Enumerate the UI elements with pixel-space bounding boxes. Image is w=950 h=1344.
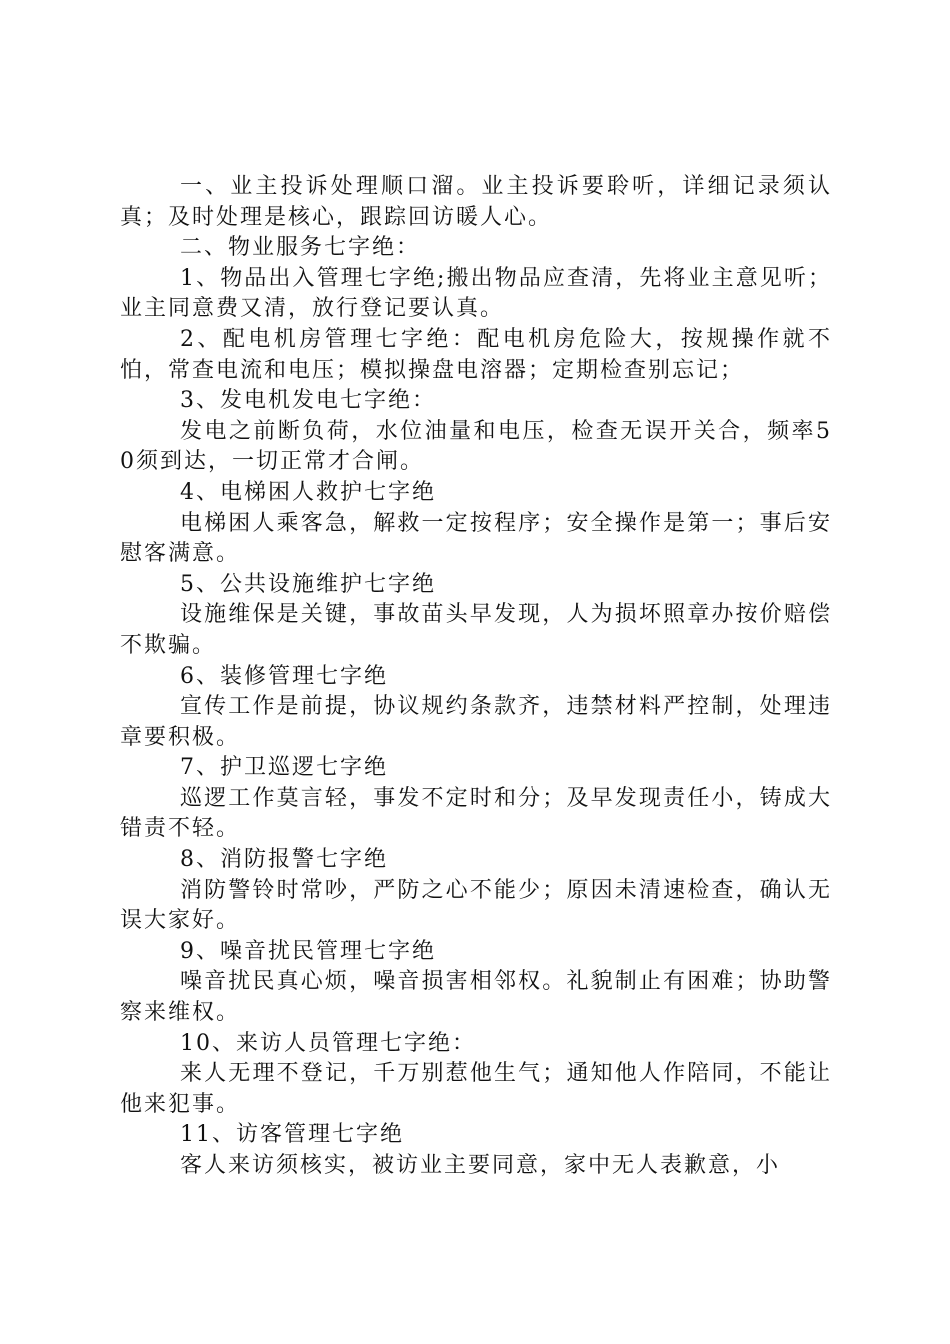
paragraph-item-5-body: 设施维保是关键，事故苗头早发现，人为损坏照章办按价赔偿不欺骗。 <box>120 602 832 658</box>
paragraph-item-7-heading: 7、护卫巡逻七字绝 <box>180 755 388 781</box>
paragraph-item-4-heading: 4、电梯困人救护七字绝 <box>180 479 436 505</box>
paragraph-item-8-heading: 8、消防报警七字绝 <box>180 847 388 873</box>
paragraph-item-9-body: 噪音扰民真心烦，噪音损害相邻权。礼貌制止有困难；协助警察来维权。 <box>120 969 832 1026</box>
paragraph-item-3-heading: 3、发电机发电七字绝： <box>180 388 436 414</box>
paragraph-item-11-heading: 11、访客管理七字绝 <box>180 1122 404 1148</box>
paragraph-item-2: 2、配电机房管理七字绝：配电机房危险大，按规操作就不怕，常查电流和电压；模拟操盘电溶器；定期检查别忘记； <box>120 326 832 383</box>
paragraph-item-9-heading: 9、噪音扰民管理七字绝 <box>180 938 436 964</box>
paragraph-service-heading: 二、物业服务七字绝： <box>180 235 421 261</box>
paragraph-item-6-heading: 6、装修管理七字绝 <box>180 663 388 689</box>
paragraph-item-5-heading: 5、公共设施维护七字绝 <box>180 571 436 597</box>
paragraph-item-10-body: 来人无理不登记，千万别惹他生气；通知他人作陪同，不能让他来犯事。 <box>120 1061 832 1117</box>
paragraph-item-8-body: 消防警铃时常吵，严防之心不能少；原因未清速检查，确认无误大家好。 <box>120 877 832 934</box>
paragraph-complaint-rhyme: 一、业主投诉处理顺口溜。业主投诉要聆听，详细记录须认真；及时处理是核心，跟踪回访暖人心。 <box>120 174 832 230</box>
paragraph-item-3-body: 发电之前断负荷，水位油量和电压，检查无误开关合，频率50须到达，一切正常才合闸。 <box>120 418 832 475</box>
paragraph-item-11-body: 客人来访须核实，被访业主要同意，家中无人表歉意，小 <box>180 1153 781 1178</box>
paragraph-item-4-body: 电梯困人乘客急，解救一定按程序；安全操作是第一；事后安慰客满意。 <box>120 510 832 567</box>
paragraph-item-6-body: 宣传工作是前提，协议规约条款齐，违禁材料严控制，处理违章要积极。 <box>120 694 832 750</box>
paragraph-item-10-heading: 10、来访人员管理七字绝： <box>180 1030 476 1056</box>
document-body <box>120 172 832 1182</box>
paragraph-item-1: 1、物品出入管理七字绝;搬出物品应查清，先将业主意见听；业主同意费又清，放行登记要认真。 <box>120 265 832 322</box>
paragraph-item-7-body: 巡逻工作莫言轻，事发不定时和分；及早发现责任小，铸成大错责不轻。 <box>120 785 832 842</box>
